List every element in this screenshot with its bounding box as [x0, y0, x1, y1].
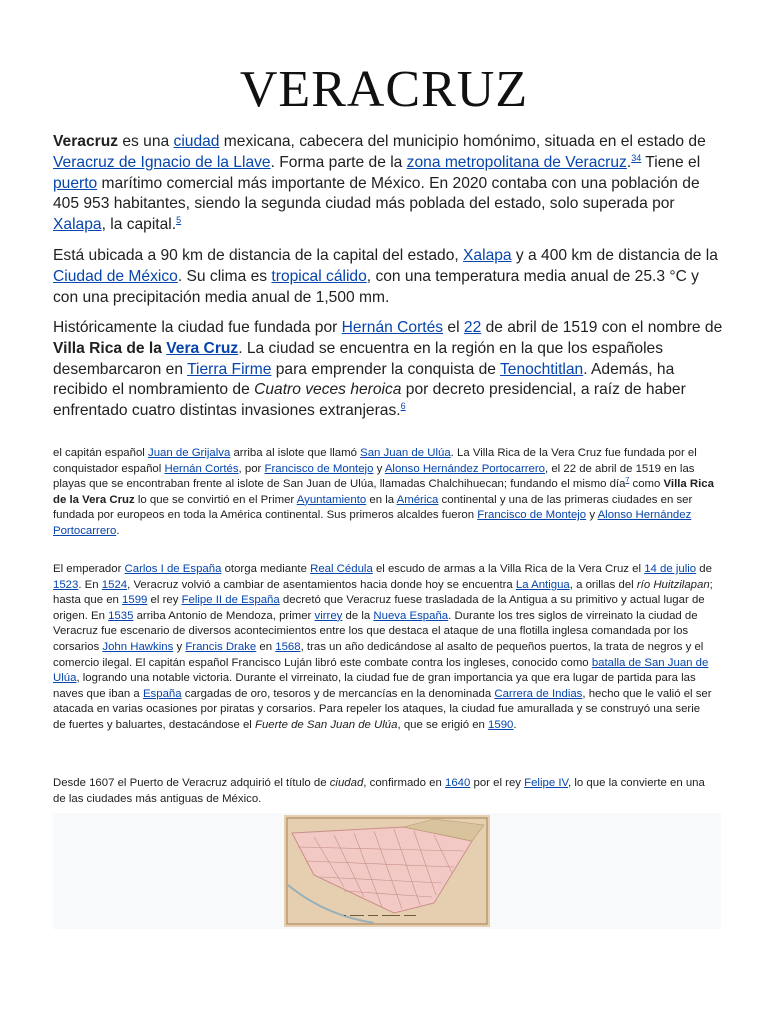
bold-veracruz: Veracruz [53, 133, 119, 150]
text: por decreto presidencial, a raíz de haber enfrentado cuatro distintas invasiones extranjeras. [53, 381, 686, 420]
link-juan-de-grijalva[interactable]: Juan de Grijalva [148, 447, 231, 459]
text: . [626, 153, 632, 171]
text: arriba al islote que llamó [230, 447, 361, 459]
link-xalapa[interactable]: Xalapa [53, 216, 102, 234]
link-john-hawkins[interactable]: John Hawkins [102, 640, 174, 653]
intro-paragraph [53, 132, 723, 236]
citation-3[interactable]: 3 [631, 152, 637, 163]
link-1590[interactable]: 1590 [488, 718, 514, 731]
text: por el rey [470, 777, 525, 789]
text: Está ubicada a 90 km de distancia de la capital del estado, [53, 247, 464, 264]
text: de la [342, 609, 374, 622]
text: continental y una de las primeras ciudades en ser fundada por europeos en toda la América continental. Sus primeros alcaldes fueron [53, 493, 693, 522]
link-felipe-ii[interactable]: Felipe II de España [181, 594, 280, 607]
citation-4[interactable]: 4 [636, 152, 642, 163]
text: y [586, 509, 598, 522]
text: marítimo comercial más importante de México. En 2020 contaba con una población de 405 953 habitantes, siendo la segunda ciudad más poblada del estado, solo superada por [53, 174, 700, 213]
text: Tiene el [641, 153, 701, 171]
text: . En [78, 578, 102, 591]
link-real-cedula[interactable]: Real Cédula [310, 563, 373, 575]
link-1535[interactable]: 1535 [108, 609, 134, 622]
link-nueva-espana[interactable]: Nueva España [373, 609, 449, 622]
link-ayuntamiento[interactable]: Ayuntamiento [296, 493, 367, 506]
text: , Veracruz volvió a cambiar de asentamientos hacia donde hoy se encuentra [127, 578, 516, 591]
location-paragraph [53, 246, 723, 308]
link-alonso-hernandez-portocarrero[interactable]: Alonso Hernández Portocarrero [53, 509, 692, 537]
link-1640[interactable]: 1640 [444, 777, 471, 789]
text: el capitán español [53, 447, 148, 459]
text: arriba Antonio de Mendoza, primer [133, 609, 315, 622]
link-america[interactable]: América [396, 493, 439, 506]
text: en [256, 640, 276, 653]
italic-rio-huitzilapan: río Huitzilapan [636, 578, 710, 591]
link-1523[interactable]: 1523 [53, 578, 79, 591]
citation-6[interactable]: 6 [400, 401, 406, 411]
link-hernan-cortes[interactable]: Hernán Cortés [164, 462, 239, 475]
text: decretó que Veracruz fuese trasladada de la Antigua a su primitivo y actual lugar de origen. En [53, 594, 705, 622]
text: lo que se convirtió en el Primer [134, 493, 297, 506]
link-francisco-de-montejo[interactable]: Francisco de Montejo [264, 462, 374, 475]
historic-map-image[interactable] [284, 815, 490, 927]
text: . Forma parte de la [270, 153, 407, 171]
text: . [513, 718, 517, 731]
italic-fuerte-de-san-juan-de-ulua: Fuerte de San Juan de Ulúa [255, 718, 398, 731]
text: es una [118, 133, 174, 150]
text: . La ciudad se encuentra en la región en la que los españoles desembarcaron en [53, 339, 664, 378]
text: y a 400 km de distancia de la [511, 247, 718, 264]
bold-villa-rica-de-la-vera-cruz: Villa Rica de la Vera Cruz [53, 478, 714, 506]
city-title-paragraph [53, 776, 715, 807]
text: Desde 1607 el Puerto de Veracruz adquirió el título de [53, 777, 330, 789]
text: de abril de 1519 con el nombre de [481, 319, 723, 336]
text: de [696, 563, 712, 575]
text: mexicana, cabecera del municipio homónimo, situada en el estado de [219, 133, 706, 150]
link-zona-metropolitana[interactable]: zona metropolitana de Veracruz [406, 153, 627, 171]
link-ciudad-de-mexico[interactable]: Ciudad de México [53, 267, 178, 285]
italic-cuatro-veces-heroica: Cuatro veces heroica [254, 381, 402, 399]
text: . La Villa Rica de la Vera Cruz fue fundada por el conquistador español [53, 447, 697, 475]
text: Históricamente la ciudad fue fundada por [53, 319, 342, 336]
image-container [53, 813, 721, 929]
text: , por [238, 462, 265, 475]
link-tierra-firme[interactable]: Tierra Firme [187, 360, 272, 378]
text: ; hasta que en [53, 578, 713, 607]
text: , tras un año dedicándose al asalto de pequeños puertos, la trata de negros y el comercio ilegal. El capitán español Francisco Luján libró este combate contra los ingleses, conocido como [53, 640, 704, 669]
text: El emperador [53, 563, 125, 575]
link-alonso-hernandez-portocarrero[interactable]: Alonso Hernández Portocarrero [384, 462, 546, 475]
text: cargadas de oro, tesoros y de mercancías en la denominada [181, 687, 495, 700]
page-title: VERACRUZ [239, 61, 529, 118]
citation-7[interactable]: 7 [625, 477, 630, 485]
link-felipe-iv[interactable]: Felipe IV [524, 777, 569, 789]
text: en la [366, 493, 397, 506]
italic-ciudad: ciudad [329, 777, 364, 789]
text: , lo que la convierte en una de las ciudades más antiguas de México. [53, 777, 705, 805]
text: el rey [147, 594, 182, 607]
link-hernan-cortes[interactable]: Hernán Cortés [341, 319, 444, 336]
text: el [443, 319, 464, 336]
link-francisco-de-montejo[interactable]: Francisco de Montejo [477, 509, 587, 522]
text: , confirmado en [363, 777, 445, 789]
link-san-juan-de-ulua[interactable]: San Juan de Ulúa [360, 447, 451, 459]
founding-paragraph [53, 446, 715, 540]
link-xalapa[interactable]: Xalapa [463, 247, 512, 264]
link-carlos-i[interactable]: Carlos I de España [124, 563, 222, 575]
text: , que se erigió en [397, 718, 489, 731]
text: y [173, 640, 186, 653]
link-francis-drake[interactable]: Francis Drake [185, 640, 257, 653]
link-espana[interactable]: España [142, 687, 182, 700]
link-vera-cruz[interactable]: Vera Cruz [166, 339, 239, 357]
text: , el 22 de abril de 1519 en las playas que se encontraban frente al islote de San Juan de Ulúa, llamadas Chalchihuecan; fundando el mismo día [53, 462, 695, 491]
text: para emprender la conquista de [271, 360, 500, 378]
text: y [373, 462, 385, 475]
text: . Además, ha recibido el nombramiento de [53, 360, 675, 399]
text: , la capital. [101, 216, 177, 234]
link-puerto[interactable]: puerto [53, 174, 98, 192]
link-batalla-de-san-juan-de-ulua[interactable]: batalla de San Juan de Ulúa [53, 656, 709, 685]
text: como [629, 478, 664, 491]
link-1599[interactable]: 1599 [122, 594, 148, 607]
text: , logrando una notable victoria. Durante el virreinato, la ciudad fue de gran importancia ya que era lugar de partida para las naves que iban a [53, 672, 696, 700]
text: . [116, 524, 120, 537]
text: otorga mediante [221, 563, 311, 575]
link-tenochtitlan[interactable]: Tenochtitlan [499, 360, 584, 378]
colonial-paragraph [53, 562, 715, 734]
link-veracruz-de-ignacio-de-la-llave[interactable]: Veracruz de Ignacio de la Llave [53, 153, 271, 171]
text: . Durante los tres siglos de virreinato la ciudad de Veracruz fue escenario de diversos acontecimientos entre los que destaca el ataque de una flotilla inglesa comandada por los corsarios [53, 609, 698, 653]
link-14-de-julio[interactable]: 14 de julio [644, 563, 697, 575]
bold-villa-rica: Villa Rica de la Vera Cruz [53, 339, 239, 357]
link-1524[interactable]: 1524 [101, 578, 128, 591]
link-carrera-de-indias[interactable]: Carrera de Indias [494, 687, 583, 700]
link-tropical-calido[interactable]: tropical cálido [271, 267, 367, 285]
text: el escudo de armas a la Villa Rica de la Vera Cruz el [372, 563, 645, 575]
text: , hecho que le valió el ser atacada en varias ocasiones por piratas y corsarios. Para repeler los ataques, la ciudad fue amurallada y se construyó una serie de fuertes y baluartes, destacándose el [53, 687, 712, 731]
link-ciudad[interactable]: ciudad [173, 133, 220, 150]
text: . Su clima es [177, 267, 272, 285]
citation-5[interactable]: 5 [176, 215, 182, 225]
text: , a orillas del [569, 578, 637, 591]
link-22[interactable]: 22 [463, 319, 482, 336]
history-paragraph [53, 318, 723, 422]
text: , con una temperatura media anual de 25.3 °C y con una precipitación media anual de 1,500 mm. [53, 267, 699, 306]
link-1568[interactable]: 1568 [275, 640, 301, 653]
link-la-antigua[interactable]: La Antigua [515, 578, 570, 591]
link-virrey[interactable]: virrey [314, 609, 343, 622]
